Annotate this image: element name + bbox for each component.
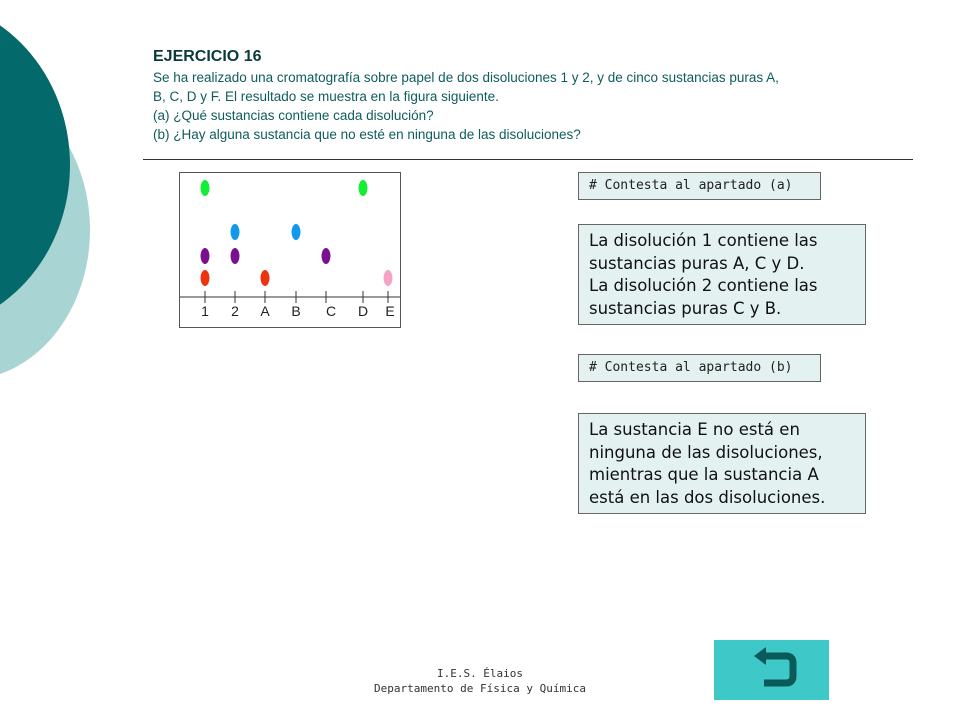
- spot-2-blue: [231, 224, 240, 240]
- return-arrow-icon: [714, 640, 829, 700]
- answer-box-b[interactable]: [578, 413, 866, 514]
- lane-label-2: 2: [231, 303, 239, 319]
- lane-label-b: B: [291, 303, 301, 319]
- question-a: (a) ¿Qué sustancias contiene cada disolución?: [153, 108, 434, 123]
- spot-c-purple: [322, 248, 331, 264]
- lane-label-1: 1: [201, 303, 209, 319]
- answer-b-line: ninguna de las disoluciones,: [589, 442, 823, 462]
- lane-label-a: A: [260, 303, 270, 319]
- answer-box-a[interactable]: [578, 224, 866, 325]
- spot-e-pink: [384, 270, 393, 286]
- spot-1-green: [201, 180, 210, 196]
- answer-tag-a: # Contesta al apartado (a): [578, 172, 821, 200]
- spot-1-purple: [201, 248, 210, 264]
- exercise-line: B, C, D y F. El resultado se muestra en la figura siguiente.: [153, 89, 499, 104]
- exercise-header: [153, 48, 913, 144]
- lane-label-e: E: [385, 303, 395, 319]
- answer-b-line: La sustancia E no está en: [589, 420, 800, 439]
- footer-school: I.E.S. Élaios: [436, 667, 524, 680]
- return-button[interactable]: [714, 640, 829, 700]
- answer-a-line: sustancias puras A, C y D.: [589, 253, 805, 273]
- spot-a-red: [261, 270, 270, 286]
- answer-b-line: está en las dos disoluciones.: [589, 487, 826, 507]
- spot-b-blue: [292, 224, 301, 240]
- chromatogram-figure: [179, 172, 401, 328]
- answer-b-line: mientras que la sustancia A: [589, 465, 819, 484]
- answer-a-line: La disolución 2 contiene las: [589, 276, 818, 295]
- spot-2-purple: [231, 248, 240, 264]
- lane-label-c: C: [325, 303, 337, 319]
- answer-tag-b: # Contesta al apartado (b): [578, 354, 821, 382]
- answer-a-line: La disolución 1 contiene las: [589, 231, 818, 250]
- exercise-title: EJERCICIO 16: [153, 48, 262, 65]
- footer: [330, 666, 630, 696]
- header-divider: [143, 159, 913, 160]
- spot-d-green: [359, 180, 368, 196]
- question-b: (b) ¿Hay alguna sustancia que no esté en ninguna de las disoluciones?: [153, 127, 581, 142]
- answer-a-line: sustancias puras C y B.: [589, 298, 782, 318]
- lane-label-d: D: [357, 303, 369, 319]
- footer-department: Departamento de Física y Química: [374, 682, 586, 695]
- exercise-line: Se ha realizado una cromatografía sobre papel de dos disoluciones 1 y 2, y de cinco sustancias puras A,: [153, 70, 779, 85]
- spot-1-red: [201, 270, 210, 286]
